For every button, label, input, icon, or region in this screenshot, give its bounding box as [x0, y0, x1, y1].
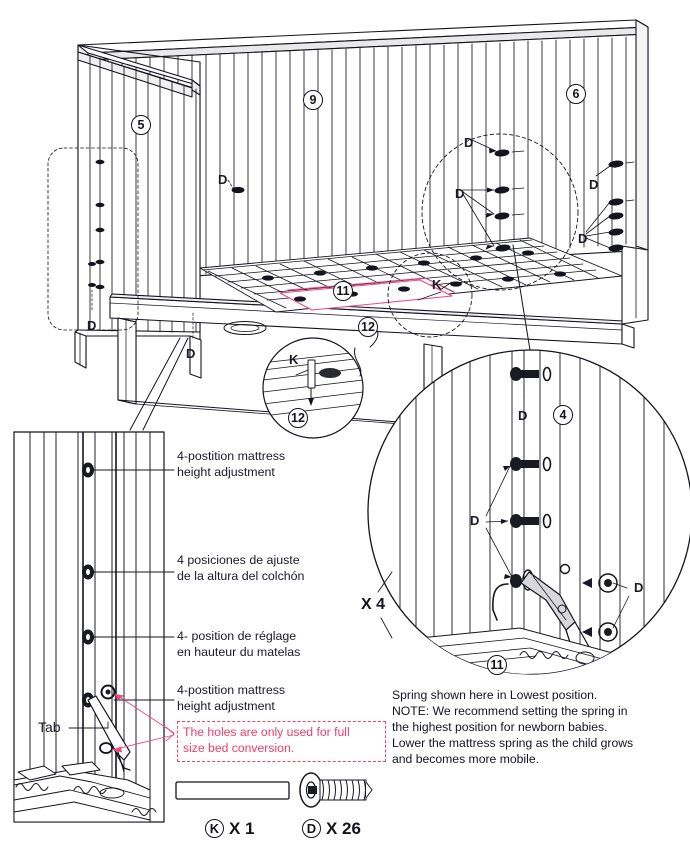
fastener-label-d-2: D — [87, 318, 97, 333]
part-callout-5: 5 — [131, 115, 151, 135]
fastener-label-k-2: K — [289, 352, 299, 367]
fastener-label-d-3: D — [186, 346, 196, 361]
tab-label: Tab — [38, 719, 61, 735]
fastener-label-d-4: D — [464, 135, 474, 150]
legend-quantity-d: X 26 — [326, 819, 361, 838]
part-callout-11-detail: 11 — [487, 655, 507, 675]
spring-position-note: Spring shown here in Lowest position. NOTE: We recommend setting the spring in the highest position for newborn babies. Lower the mattress spring as the child grows and becomes more mobile. — [392, 688, 634, 767]
legend-screw-D — [300, 773, 372, 807]
fastener-label-d-7: D — [578, 231, 588, 246]
detail-circle-spring — [368, 350, 690, 680]
legend-letter-d: D — [302, 819, 321, 838]
left-detail-panel — [14, 432, 164, 822]
fastener-label-k-1: K — [432, 277, 442, 292]
detail-bubble-12 — [263, 327, 378, 438]
fastener-label-d-9: D — [470, 513, 480, 528]
spring-multiplier-label: X 4 — [361, 596, 386, 613]
conversion-holes-warning: The holes are only used for full size bed conversion. — [177, 721, 386, 762]
annotation-mattress-height-en-2: 4-postition mattress height adjustment — [177, 683, 286, 713]
legend-shapes — [176, 773, 372, 807]
annotation-mattress-height-es: 4 posiciones de ajuste de la altura del colchón — [177, 553, 305, 583]
fastener-label-d-6: D — [589, 177, 599, 192]
legend-quantity-k: X 1 — [229, 819, 255, 838]
legend-dowel-K — [176, 782, 289, 799]
part-callout-9: 9 — [303, 90, 323, 110]
fastener-label-d-1: D — [218, 172, 228, 187]
part-callout-12-detail: 12 — [288, 408, 308, 428]
part-callout-11: 11 — [333, 281, 353, 301]
legend-letter-k: K — [205, 819, 224, 838]
annotation-mattress-height-en-1: 4-postition mattress height adjustment — [177, 449, 286, 479]
part-callout-4: 4 — [553, 405, 573, 425]
fastener-label-d-8: D — [518, 408, 528, 423]
part-callout-6: 6 — [566, 84, 586, 104]
fastener-label-d-10: D — [634, 580, 644, 595]
annotation-mattress-height-fr: 4- position de réglage en hauteur du matelas — [177, 629, 301, 659]
fastener-label-d-5: D — [455, 186, 465, 201]
part-callout-12: 12 — [358, 317, 378, 337]
